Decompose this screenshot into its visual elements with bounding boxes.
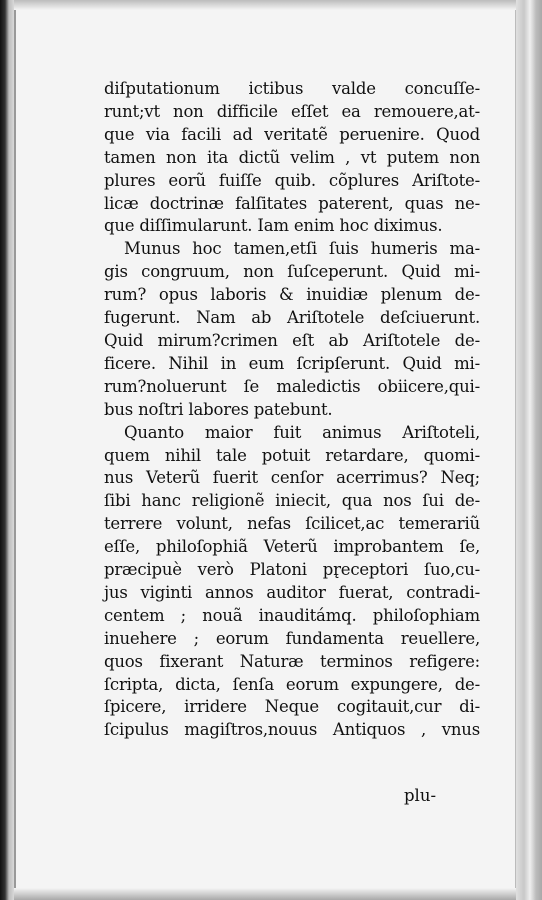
text-line: fugerunt. Nam ab Ariſtotele deſciuerunt. <box>104 308 480 328</box>
page-stack-edge <box>516 0 542 900</box>
text-line: runt;vt non difficile eſſet ea remouere,at- <box>104 101 480 121</box>
body-text <box>104 78 480 742</box>
catchword: plu- <box>404 786 437 805</box>
book-binding-edge <box>0 0 14 900</box>
text-line: Munus hoc tamen,etſi ſuis humeris ma- <box>124 239 480 259</box>
top-page-shadow <box>14 0 516 10</box>
text-line: quem nihil tale potuit retardare, quomi- <box>104 445 480 465</box>
text-line: quos fixerant Naturæ terminos refigere: <box>104 651 480 671</box>
text-line: que diſſimularunt. Iam enim hoc diximus. <box>104 216 443 236</box>
text-line: que via facili ad veritatẽ peruenire. Quod <box>104 124 480 144</box>
text-line: centem ; nouã inauditámq. philoſophiam <box>104 605 480 625</box>
text-line: ſpicere, irridere Neque cogitauit,cur di- <box>104 697 480 717</box>
text-line: gis congruum, non ſuſceperunt. Quid mi- <box>104 262 480 282</box>
text-line: rum? opus laboris & inuidiæ plenum de- <box>104 285 480 305</box>
text-line: eſſe, philoſophiã Veterũ improbantem ſe, <box>104 537 480 557</box>
text-line: licæ doctrinæ falſitates paterent, quas ne- <box>104 193 480 213</box>
text-line: Quid mirum?crimen eſt ab Ariſtotele de- <box>104 330 480 350</box>
text-line: bus noſtri labores patebunt. <box>104 399 333 419</box>
text-line: terrere volunt, nefas ſcilicet,ac temerariũ <box>104 514 480 534</box>
text-line: ficere. Nihil in eum ſcripſerunt. Quid mi- <box>104 353 480 373</box>
bottom-page-shadow <box>14 888 516 900</box>
text-line: præcipuè verò Platoni pr̨eceptori ſuo,cu- <box>104 560 480 580</box>
text-line: plures eorũ fuiſſe quib. cõplures Ariſtote- <box>104 170 480 190</box>
text-line: tamen non ita dictũ velim , vt putem non <box>104 147 480 167</box>
text-line: jus viginti annos auditor fuerat, contradi- <box>104 582 480 602</box>
text-line: diſputationum ictibus valde concuſſe- <box>104 79 480 98</box>
text-line: ſcipulus magiſtros,nouus Antiquos , vnus <box>104 720 480 740</box>
text-line: ſcripta, dicta, ſenſa eorum expungere, de- <box>104 674 480 694</box>
text-line: nus Veterũ fuerit cenſor acerrimus? Neq; <box>104 468 480 488</box>
text-line: Quanto maior fuit animus Ariſtoteli, <box>124 422 480 442</box>
text-line: inuehere ; eorum fundamenta reuellere, <box>104 628 480 648</box>
text-line: ſibi hanc religionẽ iniecit, qua nos ſui de- <box>104 491 480 511</box>
text-line: rum?noluerunt ſe maledictis obiicere,qui- <box>104 376 480 396</box>
